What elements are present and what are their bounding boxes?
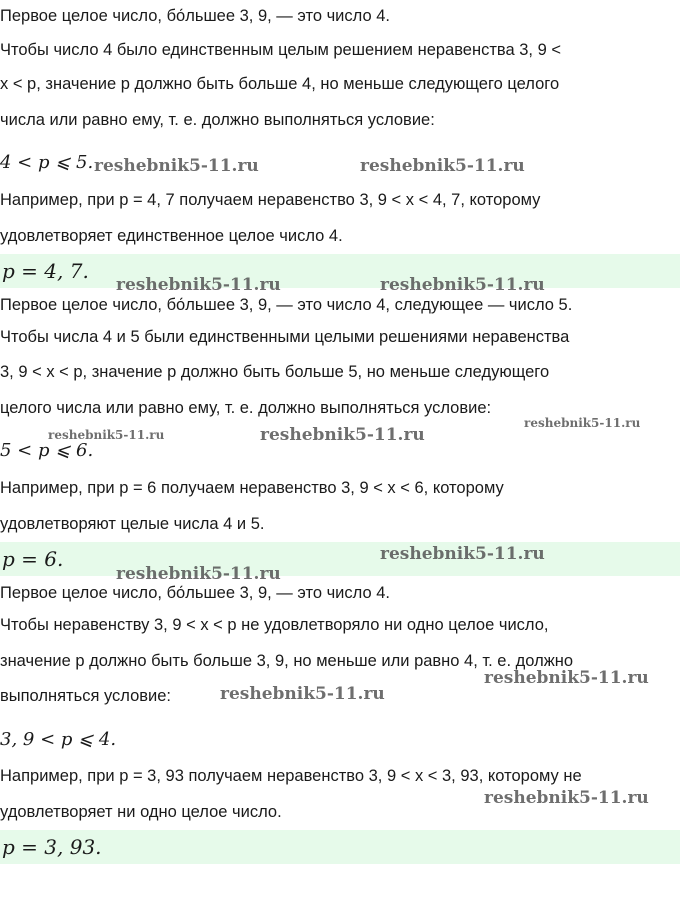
text-line: значение p должно быть больше 3, 9, но меньше или равно 4, т. е. должно xyxy=(0,652,574,670)
text-line: Чтобы числа 4 и 5 были единственными целыми решениями неравенства xyxy=(0,328,570,346)
watermark: reshebnik5-11.ru xyxy=(380,544,545,564)
watermark: reshebnik5-11.ru xyxy=(116,564,281,584)
text-line: Первое целое число, бо́льшее 3, 9, — это число 4. xyxy=(0,584,390,602)
answer-text: p = 6. xyxy=(2,547,64,571)
text-line: выполняться условие: xyxy=(0,687,172,705)
watermark: reshebnik5-11.ru xyxy=(360,156,525,176)
text-line: целого числа или равно ему, т. е. должно выполняться условие: xyxy=(0,399,492,417)
text-line: 3, 9 < x < p, значение p должно быть больше 5, но меньше следующего xyxy=(0,363,550,381)
answer-text: p = 4, 7. xyxy=(2,259,89,283)
answer-text: p = 3, 93. xyxy=(2,835,102,859)
text-line: Чтобы неравенству 3, 9 < x < p не удовлетворяло ни одно целое число, xyxy=(0,616,549,634)
text-line: Например, при p = 6 получаем неравенство 3, 9 < x < 6, которому xyxy=(0,479,504,497)
watermark: reshebnik5-11.ru xyxy=(484,788,649,808)
answer-box xyxy=(0,830,680,864)
text-line: x < p, значение p должно быть больше 4, но меньше следующего целого xyxy=(0,75,560,93)
math-condition: 5 < p ⩽ 6. xyxy=(0,440,94,461)
watermark: reshebnik5-11.ru xyxy=(484,668,649,688)
math-condition: 4 < p ⩽ 5. xyxy=(0,152,94,173)
watermark: reshebnik5-11.ru xyxy=(260,425,425,445)
text-line: Первое целое число, бо́льшее 3, 9, — это число 4, следующее — число 5. xyxy=(0,296,573,314)
watermark: reshebnik5-11.ru xyxy=(94,156,259,176)
text-line: Первое целое число, бо́льшее 3, 9, — это число 4. xyxy=(0,7,390,25)
watermark: reshebnik5-11.ru xyxy=(48,428,165,442)
watermark: reshebnik5-11.ru xyxy=(220,684,385,704)
watermark: reshebnik5-11.ru xyxy=(380,275,545,295)
answer-box xyxy=(0,542,680,576)
text-line: удовлетворяют целые числа 4 и 5. xyxy=(0,515,265,533)
watermark: reshebnik5-11.ru xyxy=(524,416,641,430)
text-line: удовлетворяет единственное целое число 4. xyxy=(0,227,343,245)
answer-box xyxy=(0,254,680,288)
text-line: Например, при p = 3, 93 получаем неравенство 3, 9 < x < 3, 93, которому не xyxy=(0,767,582,785)
text-line: удовлетворяет ни одно целое число. xyxy=(0,803,282,821)
text-line: Например, при p = 4, 7 получаем неравенство 3, 9 < x < 4, 7, которому xyxy=(0,191,541,209)
text-line: Чтобы число 4 было единственным целым решением неравенства 3, 9 < xyxy=(0,41,561,59)
math-condition: 3, 9 < p ⩽ 4. xyxy=(0,729,117,750)
watermark: reshebnik5-11.ru xyxy=(116,275,281,295)
text-line: числа или равно ему, т. е. должно выполняться условие: xyxy=(0,111,435,129)
